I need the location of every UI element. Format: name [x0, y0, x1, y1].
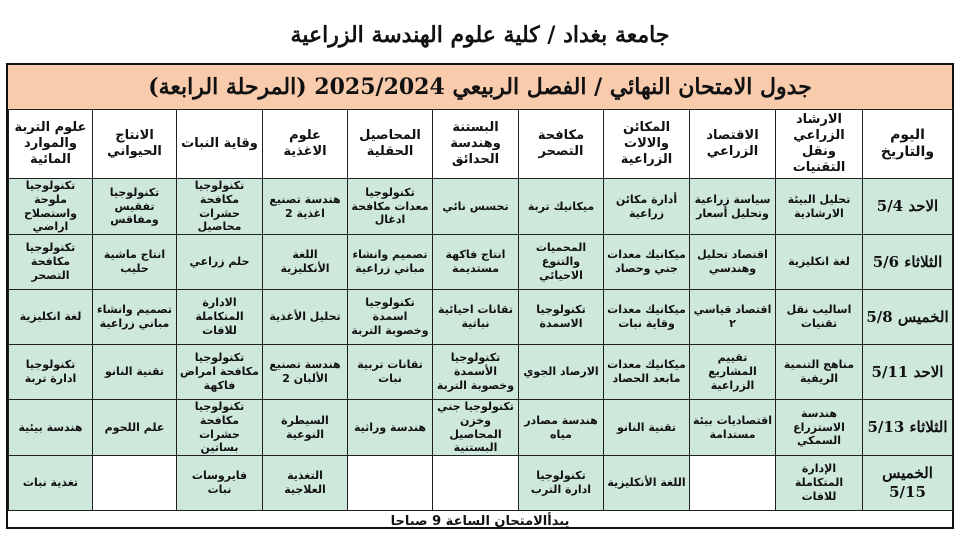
column-header-department: الانتاج الحيواني [93, 110, 177, 179]
exam-subject-cell: السيطرة النوعية [263, 400, 348, 456]
exam-subject-cell: تحليل الأغذية [263, 290, 348, 345]
empty-cell [93, 456, 177, 511]
exam-subject-cell: اللغة الأنكليزية [604, 456, 690, 511]
exam-subject-cell: تصميم وانشاء مباني زراعية [348, 235, 433, 290]
university-heading: جامعة بغداد / كلية علوم الهندسة الزراعية [290, 22, 670, 48]
day-date-cell: الخميس 5/8 [863, 290, 953, 345]
exam-subject-cell: تقنية النانو [604, 400, 690, 456]
column-header-department: الاقتصاد الزراعي [690, 110, 776, 179]
column-header-day-date: اليوم والتاريخ [863, 110, 953, 179]
exam-schedule-table [8, 109, 953, 511]
column-header-department: المكائن والالات الزراعية [604, 110, 690, 179]
exam-subject-cell: لغة انكليزية [9, 290, 93, 345]
exam-subject-cell: تكنولوجيا اسمدة وخصوبة التربة [348, 290, 433, 345]
exam-subject-cell: مناهج التنمية الريفية [776, 345, 863, 400]
table-row [9, 400, 953, 456]
exam-subject-cell: ميكانيك معدات مابعد الحصاد [604, 345, 690, 400]
exam-subject-cell: اقتصاديات بيئة مستدامة [690, 400, 776, 456]
exam-subject-cell: تقانات تربية نبات [348, 345, 433, 400]
exam-subject-cell: تكنولوجيا مكافحة حشرات بساتين [177, 400, 263, 456]
exam-subject-cell: تقنية النانو [93, 345, 177, 400]
exam-subject-cell: علم اللحوم [93, 400, 177, 456]
exam-subject-cell: تكنولوجيا مكافحة التصحر [9, 235, 93, 290]
exam-subject-cell: تحسس نائي [433, 179, 519, 235]
exam-subject-cell: تكنولوجيا مكافحة حشرات محاصيل [177, 179, 263, 235]
exam-subject-cell: فايروسات نبات [177, 456, 263, 511]
table-header-row [9, 110, 953, 179]
column-header-department: البستنة وهندسة الحدائق [433, 110, 519, 179]
column-header-department: الارشاد الزراعي ونقل التقنيات [776, 110, 863, 179]
exam-subject-cell: تقانات احيائية نباتية [433, 290, 519, 345]
exam-subject-cell: تكنولوجيا الاسمدة [519, 290, 604, 345]
exam-subject-cell: هندسة تصنيع الألبان 2 [263, 345, 348, 400]
exam-subject-cell: تقييم المشاريع الزراعية [690, 345, 776, 400]
exam-subject-cell: هندسة مصادر مياه [519, 400, 604, 456]
exam-subject-cell: المحميات والتنوع الاحيائي [519, 235, 604, 290]
exam-subject-cell: لغة انكليزية [776, 235, 863, 290]
empty-cell [690, 456, 776, 511]
exam-subject-cell: تكنولوجيا ملوحة واستصلاح اراضي [9, 179, 93, 235]
exam-subject-cell: التغذية العلاجية [263, 456, 348, 511]
exam-subject-cell: ميكانيك معدات وقاية نبات [604, 290, 690, 345]
exam-subject-cell: تحليل البيئة الارشادية [776, 179, 863, 235]
schedule-title: جدول الامتحان النهائي / الفصل الربيعي 2025/2024 (المرحلة الرابعة) [8, 65, 952, 111]
exam-subject-cell: ميكانيك تربة [519, 179, 604, 235]
exam-subject-cell: الارصاد الجوي [519, 345, 604, 400]
exam-subject-cell: أدارة مكائن زراعية [604, 179, 690, 235]
exam-subject-cell: تكنولوجيا ادارة الترب [519, 456, 604, 511]
exam-subject-cell: تكنولوجيا الأسمدة وخصوبة التربة [433, 345, 519, 400]
exam-subject-cell: اقتصاد قياسي ٢ [690, 290, 776, 345]
exam-subject-cell: اقتصاد تحليل وهندسي [690, 235, 776, 290]
day-date-cell: الثلاثاء 5/6 [863, 235, 953, 290]
exam-subject-cell: تكنولوجيا جني وخزن المحاصيل البستنية [433, 400, 519, 456]
exam-subject-cell: اللغة الأنكليزية [263, 235, 348, 290]
empty-cell [348, 456, 433, 511]
column-header-department: المحاصيل الحقلية [348, 110, 433, 179]
column-header-department: وقاية النبات [177, 110, 263, 179]
column-header-department: علوم الاغذية [263, 110, 348, 179]
exam-subject-cell: هندسة بيئية [9, 400, 93, 456]
column-header-department: مكافحة التصحر [519, 110, 604, 179]
exam-subject-cell: حلم زراعي [177, 235, 263, 290]
exam-subject-cell: اساليب نقل تقنيات [776, 290, 863, 345]
exam-subject-cell: هندسة الاستزراع السمكي [776, 400, 863, 456]
exam-subject-cell: هندسة تصنيع اغذية 2 [263, 179, 348, 235]
exam-subject-cell: الإدارة المتكاملة للافات [776, 456, 863, 511]
exam-subject-cell: تكنولوجيا تفقيس ومفاقس [93, 179, 177, 235]
table-row [9, 456, 953, 511]
day-date-cell: الخميس 5/15 [863, 456, 953, 511]
empty-cell [433, 456, 519, 511]
exam-subject-cell: انتاج ماشية حليب [93, 235, 177, 290]
table-row [9, 235, 953, 290]
column-header-department: علوم التربة والموارد المائية [9, 110, 93, 179]
exam-subject-cell: تكنولوجيا مكافحة امراض فاكهة [177, 345, 263, 400]
exam-subject-cell: تصميم وانشاء مباني زراعية [93, 290, 177, 345]
table-row [9, 345, 953, 400]
day-date-cell: الاحد 5/11 [863, 345, 953, 400]
table-row [9, 290, 953, 345]
exam-subject-cell: تغذية نبات [9, 456, 93, 511]
table-row [9, 179, 953, 235]
exam-subject-cell: الادارة المتكاملة للافات [177, 290, 263, 345]
exam-schedule-sheet [6, 63, 954, 529]
exam-subject-cell: تكنولوجيا معدات مكافحة ادغال [348, 179, 433, 235]
exam-start-note: يبدأالامتحان الساعة 9 صباحا [390, 514, 570, 529]
exam-subject-cell: انتاج فاكهة مستديمة [433, 235, 519, 290]
exam-subject-cell: ميكانيك معدات جني وحصاد [604, 235, 690, 290]
day-date-cell: الثلاثاء 5/13 [863, 400, 953, 456]
day-date-cell: الاحد 5/4 [863, 179, 953, 235]
exam-subject-cell: تكنولوجيا ادارة تربة [9, 345, 93, 400]
exam-subject-cell: هندسة وراثية [348, 400, 433, 456]
exam-subject-cell: سياسة زراعية وتحليل أسعار [690, 179, 776, 235]
